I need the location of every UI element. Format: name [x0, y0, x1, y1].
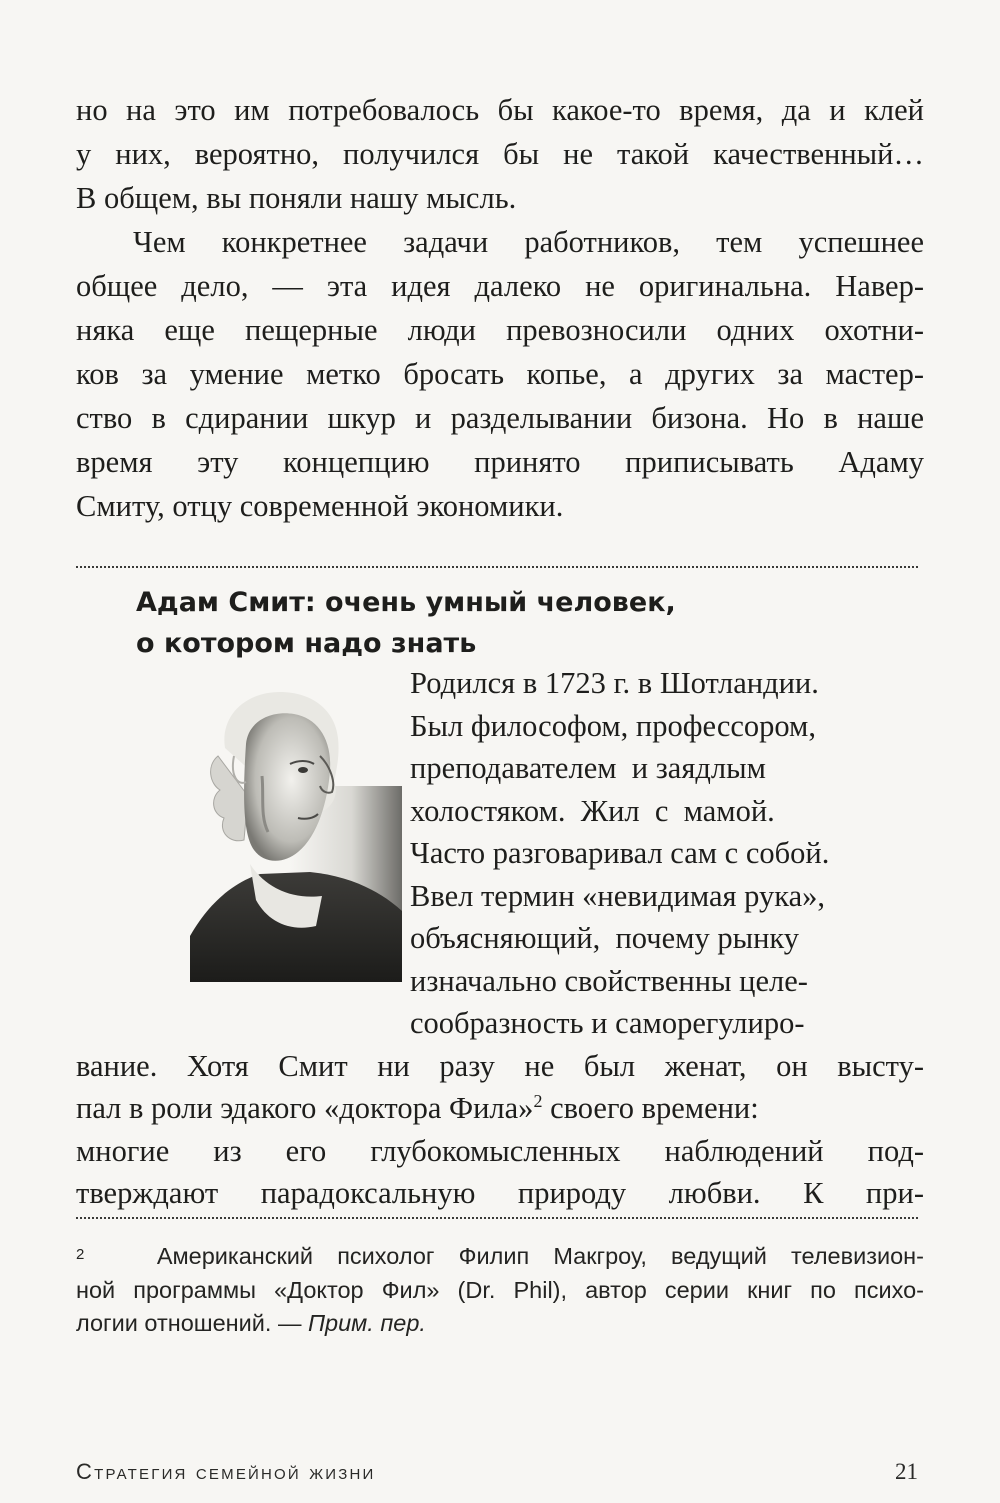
text-line: время эту концепцию принято приписывать Адаму [76, 445, 924, 479]
text-line-with-ref [76, 1087, 924, 1130]
footnote-ref[interactable]: 2 [533, 1091, 543, 1111]
paragraph-2 [76, 220, 924, 528]
text-line: но на это им потребовалось бы какое-то время, да и клей [76, 93, 924, 127]
footnote-divider [76, 1217, 918, 1219]
text-line: Смиту, отцу современной экономики. [76, 489, 564, 523]
footnote-text: логии отношений. — [76, 1310, 309, 1336]
text-line: В общем, вы поняли нашу мысль. [76, 181, 517, 215]
footnote-text: Американский психолог Филип Макгроу, ведущий телевизион- [156, 1243, 924, 1269]
text-line: изначально свойственны целе- [410, 963, 808, 998]
sidebar-title [136, 582, 676, 664]
text-line: няка еще пещерные люди превозносили одних охотни- [76, 313, 924, 347]
text-line: Чем конкретнее задачи работников, тем успешнее [133, 225, 924, 259]
sidebar-wrap-column [410, 662, 924, 1045]
running-head: Стратегия семейной жизни [76, 1459, 376, 1484]
footnote-line: ной программы «Доктор Фил» (Dr. Phil), автор серии книг по психо- [76, 1276, 924, 1303]
text-line: Был философом, профессором, [410, 708, 816, 743]
text-segment: пал в роли эдакого «доктора Фила» [76, 1091, 534, 1125]
text-line: Часто разговаривал сам с собой. [410, 836, 830, 870]
text-segment: своего времени: [542, 1091, 759, 1125]
text-line: Родился в 1723 г. в Шотландии. [410, 666, 819, 700]
text-line: преподавателем и заядлым [410, 751, 766, 785]
text-line: общее дело, — эта идея далеко не оригинальна. Навер- [76, 269, 924, 303]
text-line: объясняющий, почему рынку [410, 921, 800, 955]
text-line: многие из его глубокомысленных наблюдений под- [76, 1133, 924, 1168]
text-line: у них, вероятно, получился бы не такой качественный… [76, 137, 924, 171]
text-line: сообразность и саморегулиро- [410, 1006, 805, 1040]
text-line: тверждают парадоксальную природу любви. К при- [76, 1176, 924, 1210]
footnote-line [76, 1238, 924, 1274]
text-line: ство в сдирании шкур и разделывании бизона. Но в наше [76, 401, 924, 435]
footnote-number: 2 [76, 1246, 85, 1263]
footnote-line [76, 1307, 924, 1341]
sidebar-title-line: Адам Смит: очень умный человек, [136, 587, 676, 618]
text-line: Ввел термин «невидимая рука», [410, 878, 825, 913]
text-line: ков за умение метко бросать копье, а других за мастер- [76, 357, 924, 391]
text-line: холостяком. Жил с мамой. [410, 793, 775, 828]
text-line: вание. Хотя Смит ни разу не был женат, он высту- [76, 1048, 924, 1083]
sidebar-title-line: о котором надо знать [136, 628, 477, 659]
page-number: 21 [895, 1459, 918, 1484]
footnote [76, 1238, 924, 1341]
main-text [76, 88, 924, 528]
paragraph-1 [76, 88, 924, 220]
sidebar-text [76, 662, 924, 1215]
translator-note: Прим. пер. [308, 1310, 426, 1336]
sidebar-top-divider [76, 566, 918, 568]
